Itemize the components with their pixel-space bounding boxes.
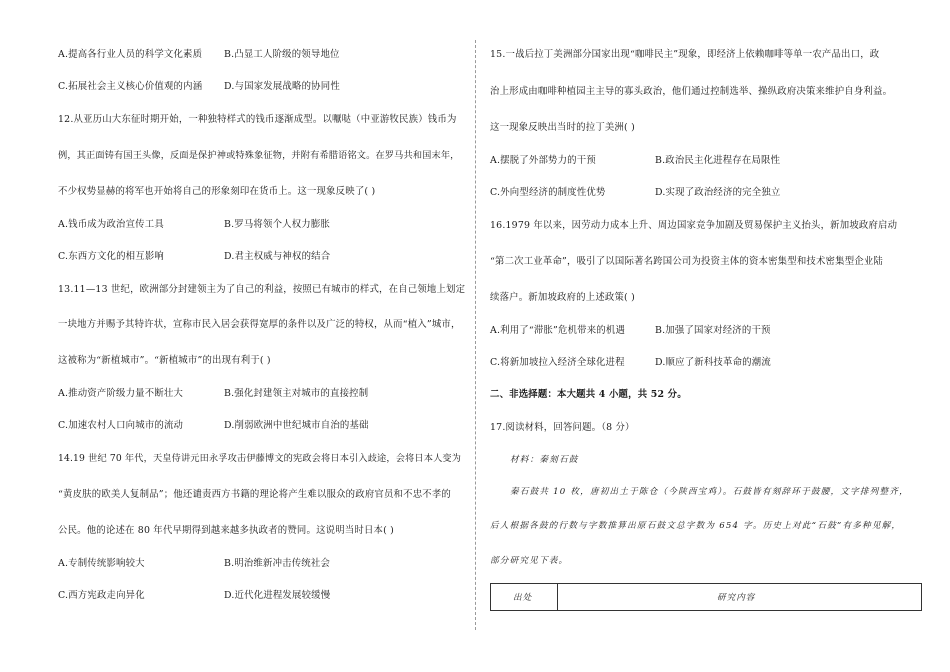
- table-header-source: 出处: [513, 593, 533, 603]
- q13-option-a: A.推动资产阶级力量不断壮大: [58, 388, 184, 399]
- q12-option-b: B.罗马将领个人权力膨胀: [224, 219, 331, 230]
- q13-stem-line-1: 13.11—13 世纪，欧洲部分封建领主为了自己的利益，按照已有城市的样式，在自己领地上划定: [58, 284, 466, 295]
- q15-option-b: B.政治民主化进程存在局限性: [655, 155, 781, 166]
- q13-option-d: D.削弱欧洲中世纪城市自治的基础: [224, 420, 369, 431]
- q17-title: 17.阅读材料，回答问题。（8 分）: [490, 422, 635, 433]
- q12-option-c: C.东西方文化的相互影响: [58, 251, 164, 262]
- material-line-3: 部分研究见下表。: [490, 556, 569, 566]
- q14-stem-line-3: 公民。他的论述在 80 年代早期得到越来越多执政者的赞同。这说明当时日本( ): [58, 525, 394, 536]
- material-line-1: 秦石鼓共 10 枚，唐初出土于陈仓（今陕西宝鸡）。石鼓皆有刻辞环于鼓腰，文字排列整齐，: [510, 487, 909, 497]
- q16-stem-line-1: 16.1979 年以来，因劳动力成本上升、周边国家竞争加剧及贸易保护主义抬头，新加坡政府启动: [490, 220, 898, 231]
- table-header-cell-source: [491, 584, 558, 610]
- q14-option-d: D.近代化进程发展较缓慢: [224, 590, 331, 601]
- q12-option-d: D.君主权威与神权的结合: [224, 251, 331, 262]
- q12-stem-line-1: 12.从亚历山大东征时期开始，一种独特样式的钱币逐渐成型。以嚈哒（中亚游牧民族）钱币为: [58, 114, 457, 125]
- q15-stem-line-3: 这一现象反映出当时的拉丁美洲( ): [490, 122, 635, 133]
- section-2-heading: 二、非选择题：本大题共 4 小题，共 52 分。: [490, 389, 687, 400]
- q12-stem-line-2: 例，其正面铸有国王头像，反面是保护神或特殊象征物，并附有希腊语铭文。在罗马共和国末年，: [58, 150, 460, 161]
- q13-option-c: C.加速农村人口向城市的流动: [58, 420, 184, 431]
- q14-option-b: B.明治维新冲击传统社会: [224, 558, 331, 569]
- research-table: [490, 583, 922, 611]
- q12-stem-line-3: 不少权势显赫的将军也开始将自己的形象刻印在货币上。这一现象反映了( ): [58, 186, 376, 197]
- table-header-content: 研究内容: [717, 593, 756, 603]
- q16-option-c: C.将新加坡拉入经济全球化进程: [490, 357, 625, 368]
- q16-option-a: A.利用了“滞胀”危机带来的机遇: [490, 325, 626, 336]
- q14-stem-line-2: “黄皮肤的欧美人复制品”；他还谴责西方书籍的理论将产生难以服众的政府官员和不忠不孝的: [58, 489, 451, 500]
- q16-option-d: D.顺应了新科技革命的潮流: [655, 357, 771, 368]
- material-label: 材料：秦刻石鼓: [510, 455, 579, 465]
- q16-stem-line-2: “第二次工业革命”，吸引了以国际著名跨国公司为投资主体的资本密集型和技术密集型企业陆: [490, 256, 883, 267]
- q16-option-b: B.加强了国家对经济的干预: [655, 325, 771, 336]
- q15-option-d: D.实现了政治经济的完全独立: [655, 187, 781, 198]
- q13-stem-line-3: 这被称为“新植城市”。“新植城市”的出现有利于( ): [58, 355, 271, 366]
- q15-option-c: C.外向型经济的制度性优势: [490, 187, 606, 198]
- q13-stem-line-2: 一块地方并赐予其特许状，宣称市民入居会获得宽厚的条件以及广泛的特权，从而“植入”城市，: [58, 319, 461, 330]
- q11-option-b: B.凸显工人阶级的领导地位: [224, 49, 340, 60]
- q16-stem-line-3: 续落户。新加坡政府的上述政策( ): [490, 292, 635, 303]
- q15-stem-line-1: 15.一战后拉丁美洲部分国家出现“咖啡民主”现象，即经济上依赖咖啡等单一农产品出口，政: [490, 49, 880, 60]
- q13-option-b: B.强化封建领主对城市的直接控制: [224, 388, 369, 399]
- q14-stem-line-1: 14.19 世纪 70 年代，天皇侍讲元田永孚攻击伊藤博文的宪政会将日本引入歧途，会将日本人变为: [58, 453, 462, 464]
- q11-option-a: A.提高各行业人员的科学文化素质: [58, 49, 203, 60]
- q11-option-c: C.拓展社会主义核心价值观的内涵: [58, 81, 203, 92]
- q11-option-d: D.与国家发展战略的协同性: [224, 81, 340, 92]
- material-line-2: 后人根据各鼓的行数与字数推算出原石鼓文总字数为 654 字。历史上对此“石鼓”有多种见解，: [490, 521, 902, 531]
- q12-option-a: A.钱币成为政治宣传工具: [58, 219, 164, 230]
- q15-stem-line-2: 治上形成由咖啡种植园主主导的寡头政治，他们通过控制选举、操纵政府决策来维护自身利益。: [490, 86, 893, 97]
- column-divider: [475, 40, 476, 630]
- q14-option-c: C.西方宪政走向异化: [58, 590, 145, 601]
- q14-option-a: A.专制传统影响较大: [58, 558, 145, 569]
- q15-option-a: A.摆脱了外部势力的干预: [490, 155, 596, 166]
